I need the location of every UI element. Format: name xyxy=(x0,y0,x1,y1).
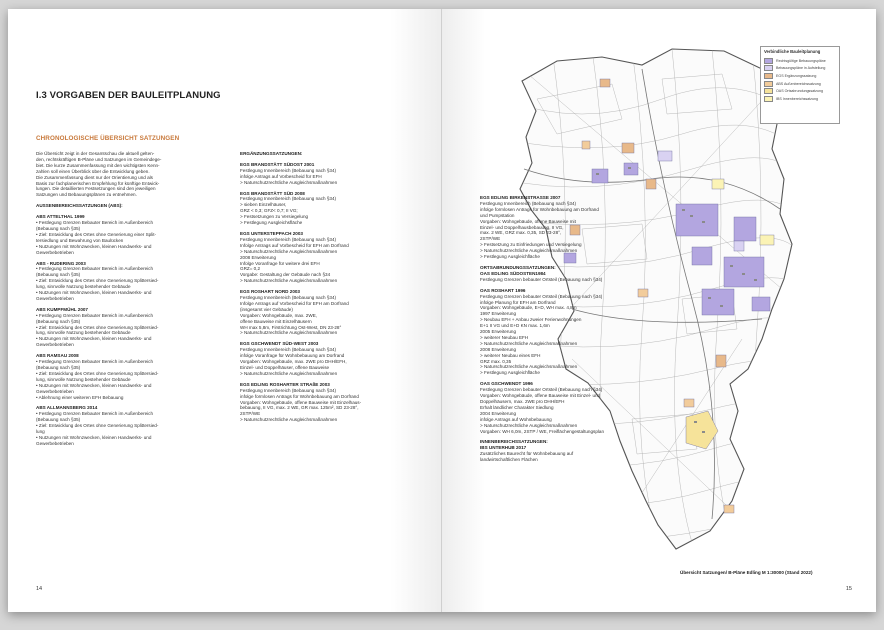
text-line: (Bebauung nach §35) xyxy=(36,225,81,231)
legend-label: OAS Ortsabrundungssatzung xyxy=(776,89,823,94)
block-heading: EGS EDLING ROSHARTER STRAßE 2003 xyxy=(240,381,330,387)
text-line: • Festlegung Grenzen Bebauter Bereich im Außenbereich xyxy=(36,312,154,318)
block-heading: EGS ROSHART NORD 2003 xyxy=(240,289,300,295)
text-line: > Naturschutzrechtliche Ausgleichsmaßnahmen xyxy=(240,248,338,254)
text-line: Vorgabe: Gestaltung der Gebäude nach §34 xyxy=(240,272,331,278)
text-line: (insgesamt vier Gebäude) xyxy=(240,306,293,312)
text-line: Vorgaben: WH 6,0m, 2STP / WE, Freiflächengestaltungsplan xyxy=(480,428,605,434)
legend-item xyxy=(761,87,839,95)
block-heading: ABS KUMPFMÜHL 2007 xyxy=(36,306,88,312)
text-line: > sieben Einzelhäuser, xyxy=(240,202,287,208)
text-line: > Festsetzung zu Einfriedungen und Versiegelung xyxy=(480,242,582,248)
text-line: lung xyxy=(36,429,45,435)
block-heading: ABS ALLMANNSBERG 2014 xyxy=(36,405,98,411)
text-line: bebauung, II VG, max. 2 WE, GR max. 125m², SD 23-28°, xyxy=(240,405,359,411)
text-line: 1997 Erweiterung xyxy=(480,311,517,317)
text-line: > Neubau EFH + Anbau zweier Ferienwohnungen xyxy=(480,317,582,323)
legend-label: ABS Außenbereichssatzung xyxy=(776,81,821,86)
legend-swatch xyxy=(764,88,773,94)
text-line: 2008 Erweiterung xyxy=(480,346,517,352)
paragraph xyxy=(36,359,236,400)
paragraph xyxy=(480,294,692,377)
text-line: • Nutzungen mit Wohnzwecken, kleinen Handwerks- und xyxy=(36,243,152,249)
text-line: Vorgaben: Wohngebäude, max. 2WE pro DHH/EFH, xyxy=(240,359,347,365)
text-line: Gewerbebetrieben xyxy=(36,249,74,255)
text-line: > Naturschutzrechtliche Ausgleichsmaßnahmen xyxy=(480,364,578,370)
text-line: Festlegung Innenbereich (Bebauung nach §34) xyxy=(240,295,337,301)
text-line: offene Bauweise mit Einzelhäusern xyxy=(240,318,312,324)
text-line: • Festlegung Grenzen Bebauter Bereich im Außenbereich xyxy=(36,411,154,417)
section-heading: I.3 VORGABEN DER BAULEITPLANUNG xyxy=(36,90,221,101)
legend-item xyxy=(761,95,839,103)
text-line: > Naturschutzrechtliche Ausgleichsmaßnahmen xyxy=(480,340,578,346)
text-line: tersiedlung und Bewahrung von Baulücken xyxy=(36,237,124,243)
block-heading: OAS GSCHWENDT 1996 xyxy=(480,381,533,387)
paragraph xyxy=(480,387,692,434)
text-line: • Nutzungen mit Wohnzwecken, kleinen Handwerks- und xyxy=(36,336,152,342)
text-line: Gewerbebetrieben xyxy=(36,388,74,394)
text-line: Infolge Antrags auf Vorbescheid für EFH am Dorfrand xyxy=(240,300,349,306)
block-heading: ORTSABRUNDUNGSSATZUNGEN: xyxy=(480,264,556,270)
block-heading: OAS EDLING SÜDOSTEN1984 xyxy=(480,270,546,276)
text-line: • Ziel: Entwicklung des Ortes ohne Generierung Splittersied- xyxy=(36,324,159,330)
text-line: (Bebauung nach §35) xyxy=(36,417,81,423)
text-line: > Naturschutzrechtliche Ausgleichsmaßnahmen xyxy=(240,370,338,376)
text-line: > Festlegung Ausgleichfläche xyxy=(480,370,540,376)
text-line: infolge Antrags auf Wohnbebauung xyxy=(480,416,552,422)
text-line: 2005 Erweiterung xyxy=(480,329,517,335)
text-line: infolge formlosen Antrags für Wohnbebauung am Dorfrand xyxy=(240,393,359,399)
page-number-left: 14 xyxy=(36,586,43,592)
text-line: Gewerbebetrieben xyxy=(36,440,74,446)
paragraph xyxy=(240,388,436,423)
legend-item xyxy=(761,65,839,73)
text-line: Festlegung Innenbereich (Bebauung nach §34) xyxy=(240,347,337,353)
text-line: Festlegung Innenbereich (Bebauung nach §34) xyxy=(240,236,337,242)
text-line: max. 2 WE, GRZ max. 0,35, SD 23-28°, xyxy=(480,230,562,236)
text-line: landwirtschaftlichen Flächen xyxy=(480,457,538,463)
text-line: Infolge Antrags auf Vorbescheid für EFH am Dorfrand xyxy=(240,242,349,248)
legend-label: EGS Ergänzungssatzung xyxy=(776,73,817,78)
block-heading: OAS ROSHART 1996 xyxy=(480,287,526,293)
text-line: E+1 II VG und E+D KN max. 1,6m xyxy=(480,323,550,329)
legend-item xyxy=(761,80,839,88)
text-line: Vorgaben: Wohngebäude, E+D, WH max. 4,8m xyxy=(480,305,577,311)
text-line: Festlegung Innenbereich (Bebauung nach §34) xyxy=(240,387,337,393)
text-line: GRZ max. 0,35 xyxy=(480,358,512,364)
paragraph xyxy=(36,220,236,255)
right-text-column xyxy=(480,195,692,467)
text-line: (Bebauung nach §35) xyxy=(36,318,81,324)
text-line: Zusätzliches Baurecht für Wohnbebauung auf xyxy=(480,451,574,457)
text-line: Basis zur fachplanerischen Empfehlung für künftige Entwick- xyxy=(36,180,160,186)
text-line: Festlegung Grenzen bebauter Ortsteil (Bebauung nach §34) xyxy=(480,387,603,393)
text-line: > Festsetzungen zu Versiegelung xyxy=(240,214,309,220)
text-line: > Naturschutzrechtliche Ausgleichsmaßnahmen xyxy=(480,248,578,254)
block-heading: EGS UNTERSTEPPACH 2003 xyxy=(240,230,303,236)
text-line: Einzel- und Doppelhausbebauung, II VG, xyxy=(480,224,564,230)
text-line: Vorgaben: Wohngebäude, offene Bauweise mit Einzel- und xyxy=(480,393,601,399)
text-line: Festlegung Innenbereich (Bebauung nach §34) xyxy=(240,167,337,173)
text-line: GRZ < 0,3; GFZ< 0,7; II VG; xyxy=(240,208,298,214)
text-line: Einzel- und Doppelhäuser, offene Bauweise xyxy=(240,365,330,370)
text-line: Die Zusammenfassung dient nur der Orientierung und als xyxy=(36,174,153,180)
legend-item xyxy=(761,72,839,80)
block-heading: EGS GSCHWENDT SÜD-WEST 2003 xyxy=(240,341,319,347)
text-line: lung, sinnvolle Nutzung bestehender Gebäude xyxy=(36,330,131,336)
paragraph xyxy=(36,411,236,446)
paragraph xyxy=(36,313,236,348)
text-line: • Nutzungen mit Wohnzwecken, kleinen Handwerks- und xyxy=(36,382,152,388)
left-page xyxy=(8,9,442,612)
text-line: infolge Antrags auf Vorbescheid für EFH xyxy=(240,173,322,179)
text-line: > weiterer Neubau EFH xyxy=(480,334,529,340)
document-spread xyxy=(8,9,876,612)
text-line: > Festlegung Ausgleichsfläche xyxy=(240,220,303,226)
text-line: (Bebauung nach §35) xyxy=(36,272,81,278)
block-heading: EGS BRANDSTÄTT SÜD 2008 xyxy=(240,190,305,196)
text-line: > Naturschutzrechtliche Ausgleichsmaßnahmen xyxy=(240,179,338,185)
text-line: lung, sinnvolle Nutzung bestehender Gebäude xyxy=(36,284,131,290)
text-line: 2008 Erweiterung xyxy=(240,254,277,260)
text-line: > Naturschutzrechtliche Ausgleichsmaßnahmen xyxy=(240,278,338,284)
text-line: Festlegung Innenbereich (Bebauung nach §34) xyxy=(240,196,337,202)
text-line: WH max 5,8m, Firstrichtung Ost-West, DN 23-28° xyxy=(240,324,342,330)
text-line: Festlegung Grenzen bebauter Ortsteil (Bebauung nach §34) xyxy=(480,293,603,299)
text-line: > weiterer Neubau eines EFH xyxy=(480,352,541,358)
text-line: Festlegung Innenbereich (Bebauung nach §34) xyxy=(480,200,577,206)
text-line: Vorgaben: Wohngebäude, offene Bauweise mit Einzelhaus- xyxy=(240,399,362,405)
text-line: Infolge Voranfrage für weitere drei EFH xyxy=(240,260,320,266)
text-line: den, rechtskräftigen B-Pläne und Satzungen im Gemeindege- xyxy=(36,156,162,162)
block-heading: EGS EDLING BIRKENSTRASSE 2007 xyxy=(480,195,561,200)
text-line: 2STP/WE xyxy=(240,411,261,417)
legend-label: IBS Innenbereichssatzung xyxy=(776,96,818,101)
text-line: > Festlegung Ausgleichfläche xyxy=(480,254,540,260)
paragraph xyxy=(240,237,436,284)
text-line: • Ziel: Entwicklung des Ortes ohne Generierung Splittersied- xyxy=(36,370,159,376)
text-line: • Nutzungen mit Wohnzwecken, kleinen Handwerks- und xyxy=(36,434,152,440)
map-legend xyxy=(760,46,840,124)
paragraph xyxy=(240,347,436,377)
text-line: > Naturschutzrechtliche Ausgleichsmaßnahmen xyxy=(240,417,338,423)
legend-label: Rechtsgültige Bebauungspläne xyxy=(776,58,826,63)
text-line: Vorgaben: Wohngebäude, max. 2WE, xyxy=(240,312,318,318)
text-line: • Festlegung Grenzen Bebauter Bereich im Außenbereich xyxy=(36,266,154,272)
text-line: • Ziel: Entwicklung des Ortes ohne Generierung Splittersied- xyxy=(36,278,159,284)
text-line: infolge Planung für EFH am Dorfrand xyxy=(480,299,556,305)
text-line: lungen. Die detaillierten Festsetzungen sind den jeweiligen xyxy=(36,186,156,192)
legend-title: Verbindliche Bauleitplanung xyxy=(764,49,821,54)
section-subheading: CHRONOLOGISCHE ÜBERSICHT SATZUNGEN xyxy=(36,135,180,142)
text-line: > Naturschutzrechtliche Ausgleichsmaßnahmen xyxy=(480,422,578,428)
text-line: lung, sinnvolle Nutzung bestehender Gebäude xyxy=(36,376,131,382)
text-line: (Bebauung nach §35) xyxy=(36,365,81,370)
legend-swatch xyxy=(764,81,773,87)
text-line: • Ziel: Entwicklung des Ortes ohne Generierung Splittersied- xyxy=(36,423,159,429)
text-line: Gewerbebetrieben xyxy=(36,295,74,301)
text-line: 2STP/WE xyxy=(480,236,501,242)
right-page xyxy=(442,9,876,612)
legend-swatch xyxy=(764,65,773,71)
text-line: infolge formlosen Antrags für Wohnbebauung am Dorfrand xyxy=(480,206,599,212)
text-line: Gewerbebetrieben xyxy=(36,342,74,348)
text-line: Doppelhäusern, max. 2WE pro DHH/EFH xyxy=(480,399,565,404)
text-line: • Ziel: Entwicklung des Ortes ohne Generierung einer Split- xyxy=(36,231,157,237)
text-line: > Naturschutzrechtliche Ausgleichsmaßnahmen xyxy=(240,330,338,336)
paragraph xyxy=(240,196,436,226)
text-line: Festlegung Grenzen bebauter Ortsteil (Bebauung nach §34) xyxy=(480,276,603,282)
text-line: 2004 Erweiterung xyxy=(480,410,517,416)
block-heading: ABS - RUDERING 2003 xyxy=(36,260,86,266)
text-line: und Pumpstation xyxy=(480,212,515,218)
map-caption: Übersicht Satzungen/ B-Pläne Edling M 1:30000 (Stand 2022) xyxy=(680,570,813,575)
paragraph xyxy=(36,151,236,198)
text-line: zahlen soll einen Überblick über die Entwicklung geben. xyxy=(36,168,150,174)
text-line: GRZ= 0,2 xyxy=(240,266,261,272)
page-number-right: 15 xyxy=(845,586,852,592)
block-heading: INNENBEREICHSSATZUNGEN: xyxy=(480,439,548,445)
text-line: • Ablehnung einer weiteren EFH Bebauung xyxy=(36,394,124,400)
block-heading: ABS RAMSAU 2008 xyxy=(36,353,79,359)
text-line: biet. Die kurze Zusammenfassung mit den wichtigsten Kenn- xyxy=(36,162,160,168)
text-line: infolge Voranfrage für Wohnbebauung am Dorfrand xyxy=(240,353,345,359)
block-heading: IBS UNTERHUB 2017 xyxy=(480,445,527,451)
paragraph xyxy=(240,168,436,186)
paragraph xyxy=(240,295,436,336)
paragraph xyxy=(480,277,692,283)
text-line: Vorgaben: Wohngebäude, offene Bauweise mit xyxy=(480,218,576,224)
legend-label: Bebauungspläne in Aufstellung xyxy=(776,66,826,71)
text-line: Satzungen und Bebauungsplänen zu entnehmen. xyxy=(36,192,137,198)
paragraph xyxy=(480,201,692,260)
text-line: Erhalt ländlicher Charakter Siedlung xyxy=(480,404,554,410)
block-heading: ABS ATTELTHAL 1999 xyxy=(36,214,85,220)
paragraph xyxy=(480,451,692,463)
block-heading: EGS BRANDSTÄTT SÜDOST 2001 xyxy=(240,161,315,167)
legend-swatch xyxy=(764,96,773,102)
block-heading: ERGÄNZUNGSSATZUNGEN: xyxy=(240,151,303,156)
text-line: • Festlegung Grenzen Bebauter Bereich im Außenbereich xyxy=(36,220,154,226)
legend-swatch xyxy=(764,73,773,79)
text-line: Die Übersicht zeigt in der Gesamtschau die aktuell gelten- xyxy=(36,151,155,156)
block-heading: AUSSENBEREICHSSATZUNGEN (ABS): xyxy=(36,203,123,209)
legend-swatch xyxy=(764,58,773,64)
left-text-column-2 xyxy=(240,151,436,427)
left-text-column-1 xyxy=(36,151,236,451)
legend-item xyxy=(761,57,839,65)
text-line: • Nutzungen mit Wohnzwecken, kleinen Handwerks- und xyxy=(36,290,152,296)
text-line: • Festlegung Grenzen Bebauter Bereich im Außenbereich xyxy=(36,359,154,365)
paragraph xyxy=(36,266,236,301)
